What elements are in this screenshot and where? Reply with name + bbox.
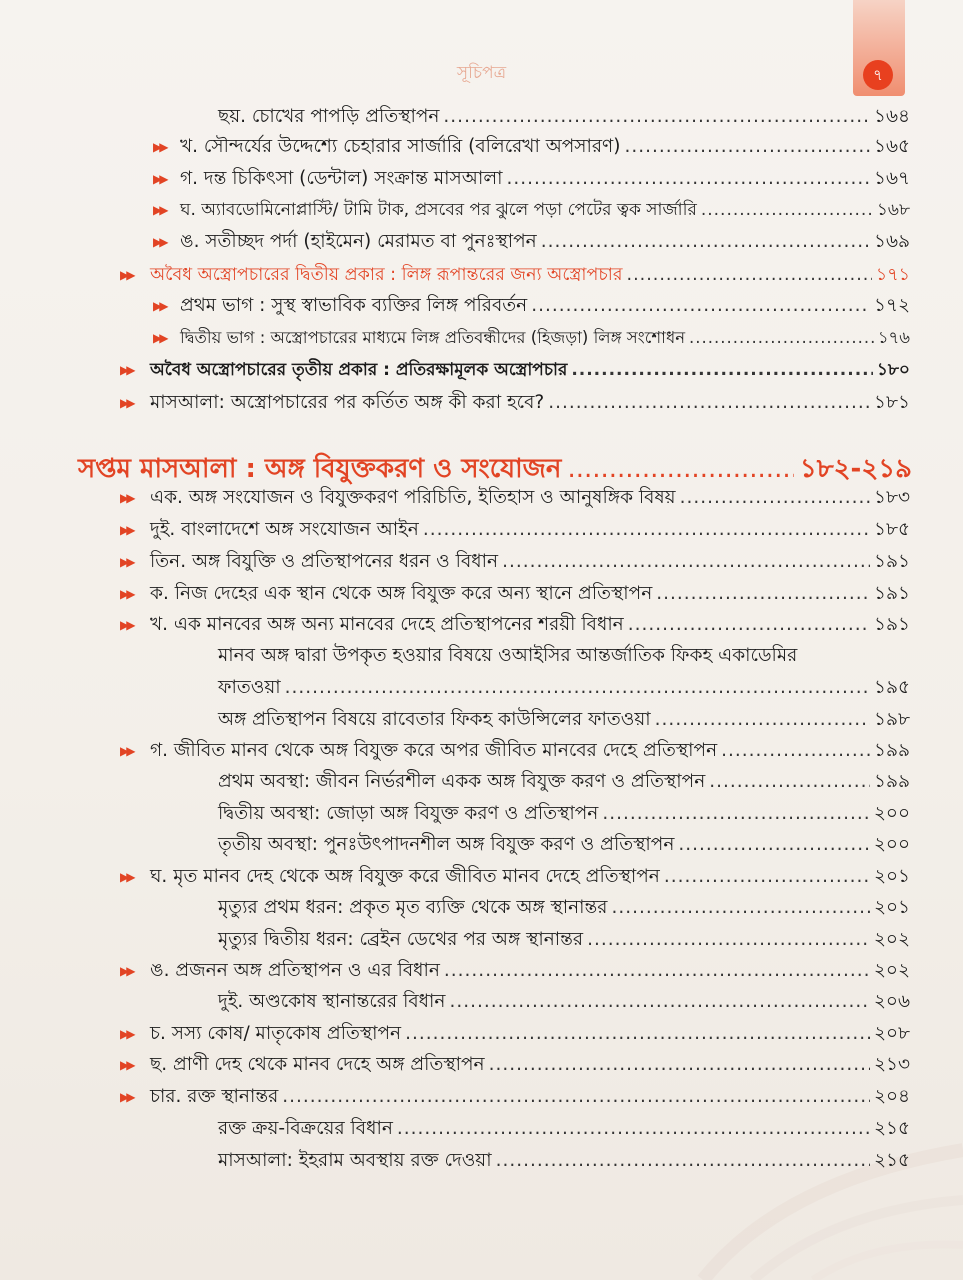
- bullet-arrow-icon: ▶▶: [120, 396, 133, 410]
- toc-entry-page: ২০০: [873, 834, 910, 855]
- toc-entry[interactable]: [180, 133, 910, 161]
- toc-entry-title: ঘ. মৃত মানব দেহ থেকে অঙ্গ বিযুক্ত করে জীবিত মানব দেহে প্রতিস্থাপন: [150, 866, 660, 887]
- toc-entry-page: ২০৮: [873, 1023, 910, 1044]
- bullet-arrow-icon: ▶▶: [153, 235, 166, 249]
- toc-entry-page: ২০৬: [873, 991, 910, 1012]
- toc-entry[interactable]: [218, 1147, 910, 1175]
- chapter-title: সপ্তম মাসআলা : অঙ্গ বিযুক্তকরণ ও সংযোজন: [78, 454, 562, 484]
- toc-entry-page: ২০২: [873, 960, 910, 981]
- toc-entry[interactable]: [150, 737, 910, 765]
- bullet-arrow-icon: ▶▶: [153, 140, 166, 154]
- bullet-arrow-icon: ▶▶: [120, 1058, 133, 1072]
- toc-entry[interactable]: [150, 484, 910, 512]
- page-number: ৭: [863, 60, 893, 90]
- toc-entry[interactable]: [218, 831, 910, 859]
- toc-entry[interactable]: [150, 1020, 910, 1048]
- toc-entry-title: ঘ. অ্যাবডোমিনোপ্লাস্টি/ টামি টাক, প্রসবের পর ঝুলে পড়া পেটের ত্বক সার্জারি: [180, 200, 697, 220]
- chapter-heading[interactable]: [78, 448, 912, 484]
- toc-entry-title: চার. রক্ত স্থানান্তর: [150, 1086, 279, 1107]
- toc-entry-title: দুই. বাংলাদেশে অঙ্গ সংযোজন আইন: [150, 519, 419, 540]
- toc-entry-title: প্রথম অবস্থা: জীবন নির্ভরশীল একক অঙ্গ বিযুক্ত করণ ও প্রতিস্থাপন: [218, 771, 706, 792]
- toc-entry[interactable]: [180, 196, 910, 224]
- toc-entry-page: ১৬৭: [873, 168, 910, 189]
- toc-entry[interactable]: [150, 516, 910, 544]
- toc-entry-page: ১৯৯: [873, 771, 910, 792]
- toc-entry-title: গ. দন্ত চিকিৎসা (ডেন্টাল) সংক্রান্ত মাসআলা: [180, 168, 503, 189]
- toc-entry-title: ফাতওয়া: [218, 677, 281, 698]
- toc-entry-page: ১৯১: [873, 551, 910, 572]
- toc-entry-page: ১৯১: [873, 614, 910, 635]
- toc-entry-page: ২১৫: [873, 1118, 910, 1139]
- toc-entry-title: মাসআলা: অস্ত্রোপচারের পর কর্তিত অঙ্গ কী করা হবে?: [150, 392, 545, 413]
- toc-entry-title: অঙ্গ প্রতিস্থাপন বিষয়ে রাবেতার ফিকহ কাউন্সিলের ফাতওয়া: [218, 709, 651, 730]
- toc-entry[interactable]: [150, 548, 910, 576]
- bullet-arrow-icon: ▶▶: [120, 1027, 133, 1041]
- toc-entry-page: ২০৪: [873, 1086, 910, 1107]
- toc-entry-page: ১৯৫: [873, 677, 910, 698]
- toc-entry-page: ১৭২: [873, 295, 910, 316]
- bullet-arrow-icon: ▶▶: [120, 555, 133, 569]
- toc-entry-title: অবৈধ অস্ত্রোপচারের দ্বিতীয় প্রকার : লিঙ্গ রূপান্তরের জন্য অস্ত্রোপচার: [150, 265, 623, 285]
- bullet-arrow-icon: ▶▶: [153, 299, 166, 313]
- toc-entry-page: ১৮৫: [873, 519, 910, 540]
- toc-entry-title: মৃত্যুর দ্বিতীয় ধরন: ব্রেইন ডেথের পর অঙ্গ স্থানান্তর: [218, 929, 584, 950]
- toc-entry-page: ১৬৪: [873, 106, 910, 127]
- toc-entry-page: ১৬৫: [873, 136, 910, 157]
- toc-entry-title: ক. নিজ দেহের এক স্থান থেকে অঙ্গ বিযুক্ত করে অন্য স্থানে প্রতিস্থাপন: [150, 583, 653, 604]
- toc-section-heading[interactable]: [150, 356, 910, 384]
- toc-entry-page: ২০০: [873, 803, 910, 824]
- toc-entry[interactable]: [218, 988, 910, 1016]
- toc-entry-title: ঙ. প্রজনন অঙ্গ প্রতিস্থাপন ও এর বিধান: [150, 960, 440, 981]
- toc-entry-title: চ. সস্য কোষ/ মাতৃকোষ প্রতিস্থাপন: [150, 1023, 402, 1044]
- toc-entry-page: ২১৩: [873, 1054, 910, 1075]
- bullet-arrow-icon: ▶▶: [120, 618, 133, 632]
- toc-entry[interactable]: [218, 768, 910, 796]
- toc-entry-title: মৃত্যুর প্রথম ধরন: প্রকৃত মৃত ব্যক্তি থেকে অঙ্গ স্থানান্তর: [218, 897, 608, 918]
- bullet-arrow-icon: ▶▶: [120, 870, 133, 884]
- bullet-arrow-icon: ▶▶: [120, 491, 133, 505]
- toc-entry-title: গ. জীবিত মানব থেকে অঙ্গ বিযুক্ত করে অপর জীবিত মানবের দেহে প্রতিস্থাপন: [150, 740, 718, 761]
- toc-entry[interactable]: [218, 674, 910, 702]
- toc-entry[interactable]: [218, 1115, 910, 1143]
- bullet-arrow-icon: ▶▶: [120, 523, 133, 537]
- toc-entry-page: ২১৫: [873, 1150, 910, 1171]
- chapter-pages: ১৮২-২১৯: [799, 454, 912, 484]
- toc-entry-page: ২০১: [873, 897, 910, 918]
- toc-entry-page: ১৮১: [873, 392, 910, 413]
- toc-entry[interactable]: [150, 1083, 910, 1111]
- toc-entry-page: ১৮৩: [873, 487, 910, 508]
- toc-entry-title: ঙ. সতীচ্ছদ পর্দা (হাইমেন) মেরামত বা পুনঃস্থাপন: [180, 231, 537, 252]
- toc-entry-title: দুই. অণ্ডকোষ স্থানান্তরের বিধান: [218, 991, 446, 1012]
- toc-entry[interactable]: [180, 228, 910, 256]
- bullet-arrow-icon: ▶▶: [120, 587, 133, 601]
- bullet-arrow-icon: ▶▶: [120, 964, 133, 978]
- page-header-title: সূচিপত্র: [456, 63, 507, 83]
- toc-entry-title: মাসআলা: ইহরাম অবস্থায় রক্ত দেওয়া: [218, 1150, 492, 1171]
- toc-entry-title: দ্বিতীয় অবস্থা: জোড়া অঙ্গ বিযুক্ত করণ ও প্রতিস্থাপন: [218, 803, 599, 824]
- bullet-arrow-icon: ▶▶: [153, 172, 166, 186]
- toc-entry-page: ২০২: [873, 929, 910, 950]
- toc-entry[interactable]: [180, 292, 910, 320]
- toc-entry-title: তিন. অঙ্গ বিযুক্তি ও প্রতিস্থাপনের ধরন ও বিধান: [150, 551, 499, 572]
- toc-entry-page: ১৯৯: [873, 740, 910, 761]
- toc-entry-title: অবৈধ অস্ত্রোপচারের তৃতীয় প্রকার : প্রতিরক্ষামূলক অস্ত্রোপচার: [150, 360, 568, 380]
- toc-entry-title: খ. এক মানবের অঙ্গ অন্য মানবের দেহে প্রতিস্থাপনের শরয়ী বিধান: [150, 614, 624, 635]
- toc-entry-title: ছয়. চোখের পাপড়ি প্রতিস্থাপন: [218, 106, 440, 127]
- toc-entry-page: ১৬৯: [873, 231, 910, 252]
- toc-entry-page: ১৮০: [876, 360, 910, 380]
- toc-entry[interactable]: [150, 580, 910, 608]
- toc-entry-title: খ. সৌন্দর্যের উদ্দেশ্যে চেহারার সার্জারি (বলিরেখা অপসারণ): [180, 136, 621, 157]
- toc-section-heading[interactable]: [150, 261, 910, 289]
- toc-entry-page: ১৯১: [873, 583, 910, 604]
- toc-entry-title: তৃতীয় অবস্থা: পুনঃউৎপাদনশীল অঙ্গ বিযুক্ত করণ ও প্রতিস্থাপন: [218, 834, 675, 855]
- toc-entry[interactable]: [218, 894, 910, 922]
- toc-entry-page: ১৭৬: [877, 328, 910, 347]
- bullet-arrow-icon: ▶▶: [120, 744, 133, 758]
- toc-entry[interactable]: [218, 800, 910, 828]
- toc-entry-title: দ্বিতীয় ভাগ : অস্ত্রোপচারের মাধ্যমে লিঙ্গ প্রতিবন্ধীদের (হিজড়া) লিঙ্গ সংশোধন: [180, 328, 686, 347]
- toc-entry[interactable]: [150, 957, 910, 985]
- bullet-arrow-icon: ▶▶: [153, 331, 166, 345]
- bullet-arrow-icon: ▶▶: [120, 363, 133, 377]
- toc-entry[interactable]: [150, 611, 910, 639]
- bullet-arrow-icon: ▶▶: [120, 268, 133, 282]
- toc-entry-page: ১৭১: [875, 265, 910, 285]
- toc-entry-page: ১৬৮: [876, 200, 910, 220]
- toc-entry-page: ১৯৮: [873, 709, 910, 730]
- toc-entry[interactable]: [150, 863, 910, 891]
- toc-entry[interactable]: [150, 389, 910, 417]
- toc-entry-page: ২০১: [873, 866, 910, 887]
- toc-entry[interactable]: [180, 165, 910, 193]
- bullet-arrow-icon: ▶▶: [120, 1090, 133, 1104]
- toc-entry-wrapped-text: মানব অঙ্গ দ্বারা উপকৃত হওয়ার বিষয়ে ওআইসির আন্তর্জাতিক ফিকহ একাডেমির: [218, 645, 798, 666]
- toc-entry-title: প্রথম ভাগ : সুস্থ স্বাভাবিক ব্যক্তির লিঙ্গ পরিবর্তন: [180, 295, 528, 316]
- toc-entry-title: এক. অঙ্গ সংযোজন ও বিযুক্তকরণ পরিচিতি, ইতিহাস ও আনুষঙ্গিক বিষয়: [150, 487, 676, 508]
- bullet-arrow-icon: ▶▶: [153, 203, 166, 217]
- toc-entry[interactable]: [218, 103, 910, 131]
- toc-entry-title: ছ. প্রাণী দেহ থেকে মানব দেহে অঙ্গ প্রতিস্থাপন: [150, 1054, 485, 1075]
- toc-entry[interactable]: [218, 926, 910, 954]
- toc-entry[interactable]: [150, 1051, 910, 1079]
- toc-entry[interactable]: [180, 324, 910, 352]
- toc-entry-title: রক্ত ক্রয়-বিক্রয়ের বিধান: [218, 1118, 393, 1139]
- toc-entry[interactable]: [218, 706, 910, 734]
